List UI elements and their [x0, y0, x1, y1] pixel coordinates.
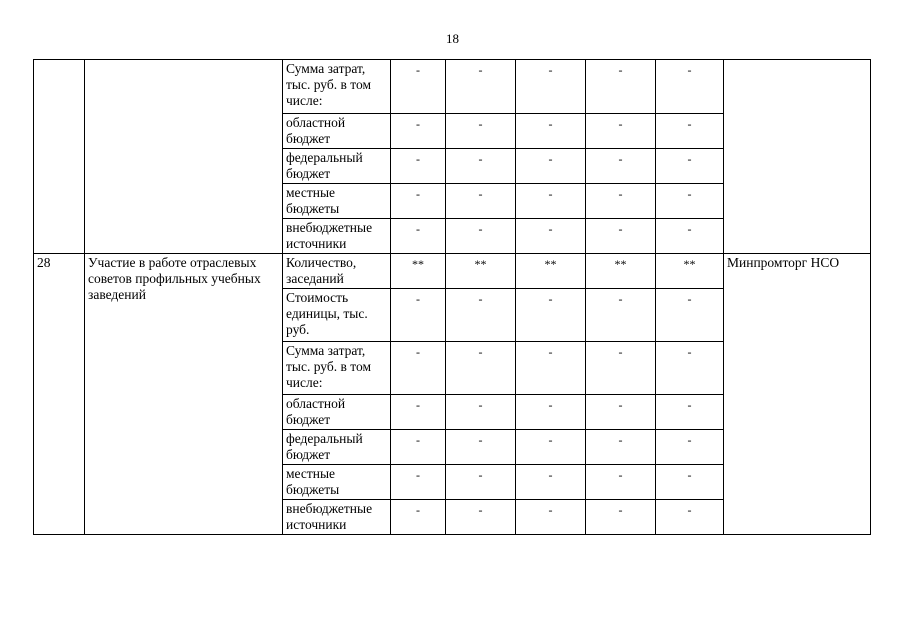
indicator-cell: Сумма затрат, тыс. руб. в том числе: — [283, 60, 391, 114]
value-cell: - — [516, 342, 586, 395]
value-cell: - — [516, 395, 586, 430]
value-cell: - — [391, 395, 446, 430]
value-cell: - — [656, 149, 724, 184]
indicator-cell: федеральный бюджет — [283, 149, 391, 184]
value-cell: - — [656, 60, 724, 114]
value-cell: - — [391, 184, 446, 219]
value-cell: - — [446, 500, 516, 535]
cont-activity-cell — [85, 60, 283, 254]
value-cell: - — [446, 395, 516, 430]
value-cell: - — [656, 465, 724, 500]
page-number: 18 — [446, 31, 459, 46]
value-cell: - — [586, 149, 656, 184]
value-cell: - — [586, 342, 656, 395]
value-cell: - — [516, 465, 586, 500]
value-cell: - — [656, 430, 724, 465]
value-cell: - — [586, 219, 656, 254]
value-cell: - — [586, 430, 656, 465]
value-cell: - — [391, 114, 446, 149]
value-cell: - — [391, 219, 446, 254]
item-number-cell: 28 — [34, 254, 85, 535]
value-cell: ** — [391, 254, 446, 289]
value-cell: - — [446, 60, 516, 114]
value-cell: - — [586, 60, 656, 114]
value-cell: - — [516, 114, 586, 149]
value-cell: - — [446, 184, 516, 219]
value-cell: - — [446, 465, 516, 500]
value-cell: - — [656, 114, 724, 149]
value-cell: - — [446, 342, 516, 395]
value-cell: - — [516, 289, 586, 342]
activity-table — [33, 59, 871, 535]
cont-number-cell — [34, 60, 85, 254]
value-cell: - — [656, 184, 724, 219]
value-cell: - — [516, 500, 586, 535]
value-cell: - — [446, 149, 516, 184]
value-cell: - — [516, 60, 586, 114]
table-row — [34, 60, 871, 114]
executor-cell: Минпромторг НСО — [724, 254, 871, 535]
value-cell: - — [516, 184, 586, 219]
indicator-cell: областной бюджет — [283, 395, 391, 430]
value-cell: - — [391, 465, 446, 500]
indicator-cell: местные бюджеты — [283, 184, 391, 219]
value-cell: - — [391, 430, 446, 465]
value-cell: - — [446, 430, 516, 465]
value-cell: ** — [656, 254, 724, 289]
value-cell: ** — [586, 254, 656, 289]
value-cell: - — [391, 342, 446, 395]
indicator-cell: Сумма затрат, тыс. руб. в том числе: — [283, 342, 391, 395]
value-cell: - — [516, 430, 586, 465]
value-cell: - — [391, 149, 446, 184]
indicator-cell: областной бюджет — [283, 114, 391, 149]
value-cell: - — [656, 395, 724, 430]
value-cell: - — [391, 500, 446, 535]
value-cell: - — [391, 289, 446, 342]
indicator-cell: федеральный бюджет — [283, 430, 391, 465]
table-row — [34, 254, 871, 289]
value-cell: - — [391, 60, 446, 114]
indicator-cell: Стоимость единицы, тыс. руб. — [283, 289, 391, 342]
value-cell: - — [656, 342, 724, 395]
value-cell: ** — [516, 254, 586, 289]
value-cell: - — [656, 500, 724, 535]
value-cell: - — [586, 465, 656, 500]
value-cell: - — [586, 500, 656, 535]
indicator-cell: внебюджетные источники — [283, 219, 391, 254]
value-cell: - — [446, 114, 516, 149]
value-cell: - — [446, 289, 516, 342]
value-cell: - — [586, 114, 656, 149]
value-cell: - — [656, 219, 724, 254]
value-cell: - — [586, 289, 656, 342]
indicator-cell: местные бюджеты — [283, 465, 391, 500]
cont-executor-cell — [724, 60, 871, 254]
indicator-cell: Количество, заседаний — [283, 254, 391, 289]
value-cell: - — [656, 289, 724, 342]
value-cell: - — [586, 184, 656, 219]
value-cell: - — [446, 219, 516, 254]
value-cell: ** — [446, 254, 516, 289]
activity-name-cell: Участие в работе отраслевых советов профильных учебных заведений — [85, 254, 283, 535]
indicator-cell: внебюджетные источники — [283, 500, 391, 535]
value-cell: - — [586, 395, 656, 430]
value-cell: - — [516, 219, 586, 254]
value-cell: - — [516, 149, 586, 184]
